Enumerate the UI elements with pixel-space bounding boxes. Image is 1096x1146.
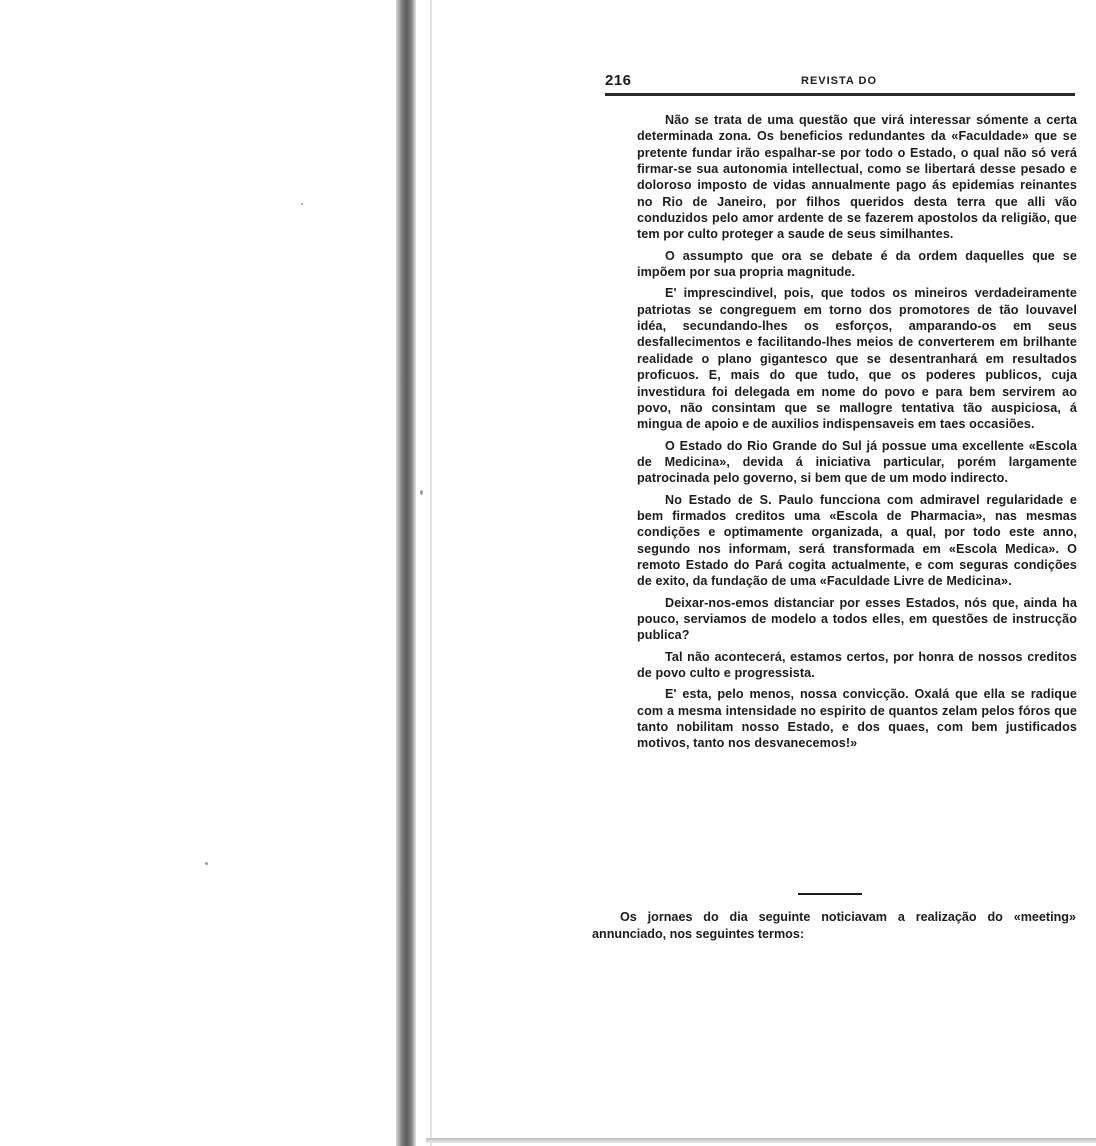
closing-paragraph: Os jornaes do dia seguinte noticiavam a realização do «meeting» annunciado, nos seguintes termos:: [592, 910, 1076, 941]
scan-speck: [420, 490, 423, 495]
header-rule: [605, 93, 1075, 96]
scan-speck: [205, 862, 208, 865]
paragraph: O assumpto que ora se debate é da ordem daquelles que se impõem por sua propria magnitude.: [637, 248, 1077, 280]
page-bottom-edge: [426, 1138, 1096, 1143]
section-divider: [798, 893, 862, 895]
running-title: REVISTA DO: [801, 75, 878, 87]
body-text: [637, 112, 1077, 757]
paragraph: Tal não acontecerá, estamos certos, por honra de nossos creditos de povo culto e progressista.: [637, 649, 1077, 680]
closing-text: [592, 909, 1076, 942]
paragraph: No Estado de S. Paulo funcciona com admiravel regularidade e bem firmados creditos uma «Escola de Pharmacia», nas mesmas condições e optimamente organizada, a qual, por todo este anno, segundo nos informam, será transformada em «Escola Medica». O remoto Estado do Pará cogita actualmente, e com seguras condições de exito, da fundação de uma «Faculdade Livre de Medicina».: [637, 492, 1077, 589]
scan-speck: [301, 203, 303, 205]
paragraph: Deixar-nos-emos distanciar por esses Estados, nós que, ainda ha pouco, serviamos de modelo a todos elles, em questões de instrucção publica?: [637, 595, 1077, 643]
page-edge: [430, 0, 432, 1146]
book-gutter: [396, 0, 416, 1146]
paragraph: Não se trata de uma questão que virá interessar sómente a certa determinada zona. Os beneficios redundantes da «Faculdade» que se pretente fundar irão espalhar-se por todo o Estado, o qual não só verá firmar-se sua autonomia intellectual, como se libertará desse pesado e doloroso imposto de vidas annualmente pago ás epidemias reinantes no Rio de Janeiro, por filhos queridos desta terra que alli vão conduzidos pelo amor ardente de se fazerem apostolos da religião, que tem por culto proteger a saude de seus similhantes.: [637, 113, 1077, 242]
paragraph: O Estado do Rio Grande do Sul já possue uma excellente «Escola de Medicina», devida á iniciativa particular, porém largamente patrocinada pelo governo, si bem que de um modo indirecto.: [637, 438, 1077, 486]
paragraph: E' esta, pelo menos, nossa convicção. Oxalá que ella se radique com a mesma intensidade no espirito de quantos zelam pelos fóros que tanto nobilitam nosso Estado, e dos quaes, com bem justificados motivos, tanto nos desvanecemos!»: [637, 687, 1077, 751]
paragraph: E' imprescindivel, pois, que todos os mineiros verdadeiramente patriotas se congreguem em torno dos promotores de tão louvavel idéa, secundando-lhes os esforços, amparando-os em seus desfallecimentos e facilitando-lhes meios de converterem em brilhante realidade o plano gigantesco que se desentranhará em resultados proficuos. E, mais do que tudo, que os poderes publicos, cuja investidura foi delegada em nome do povo e para bem servirem ao povo, não consintam que se mallogre tentativa tão auspiciosa, á mingua de apoio e de auxilios indispensaveis em taes occasiões.: [637, 286, 1077, 432]
running-header: [605, 72, 1075, 94]
page-number: 216: [605, 72, 632, 89]
